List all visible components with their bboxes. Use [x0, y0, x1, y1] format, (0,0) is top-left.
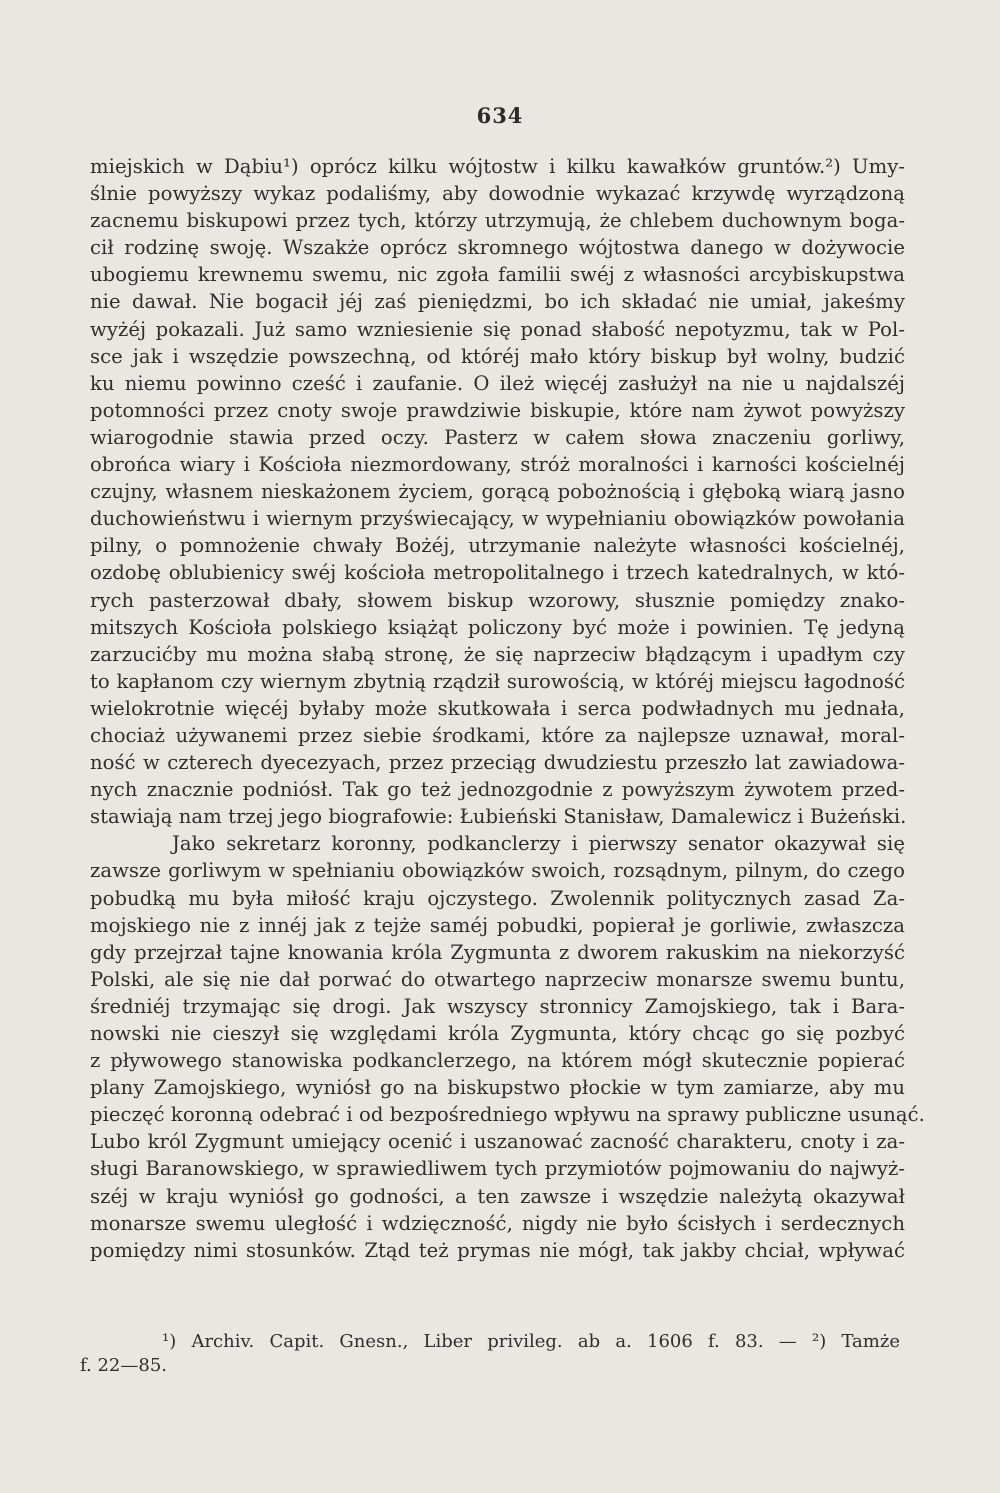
text-line: wyżéj pokazali. Już samo wzniesienie się ponad słabość nepotyzmu, tak w Pol- [90, 317, 905, 341]
text-line: pieczęć koronną odebrać i od bezpośredniego wpływu na sprawy publiczne usunąć. [90, 1103, 925, 1127]
text-line: duchowieństwu i wiernym przyświecający, w wypełnianiu obowiązków powołania [90, 507, 905, 531]
page-number: 634 [476, 103, 524, 128]
text-line: Lubo król Zygmunt umiejący ocenić i uszanować zacność charakteru, cnoty i za- [90, 1130, 905, 1154]
text-line: zacnemu biskupowi przez tych, którzy utrzymują, że chlebem duchownym boga- [90, 209, 905, 233]
text-line: wielokrotnie więcéj byłaby może skutkowała i serca podwładnych mu jednała, [90, 696, 905, 720]
text-line: średniéj trzymając się drogi. Jak wszyscy stronnicy Zamojskiego, tak i Bara- [90, 994, 905, 1018]
text-line: zawsze gorliwym w spełnianiu obowiązków swoich, rozsądnym, pilnym, do czego [90, 859, 905, 883]
text-line: sce jak i wszędzie powszechną, od któréj mało który biskup był wolny, budzić [90, 344, 905, 368]
text-line: chociaż używanemi przez siebie środkami, które za najlepsze uznawał, moral- [90, 723, 905, 747]
body-text [90, 153, 925, 1264]
text-line: Polski, ale się nie dał porwać do otwartego naprzeciw monarsze swemu buntu, [90, 967, 905, 991]
text-line-paragraph-start: Jako sekretarz koronny, podkanclerzy i pierwszy senator okazywał się [172, 832, 905, 856]
text-line: ubogiemu krewnemu swemu, nic zgoła familii swéj z własności arcybiskupstwa [90, 263, 905, 287]
text-line: gdy przejrzał tajne knowania króla Zygmunta z dworem rakuskim na niekorzyść [90, 940, 905, 964]
footnotes [80, 1330, 900, 1378]
text-line: cił rodzinę swoję. Wszakże oprócz skromnego wójtostwa danego w dożywocie [90, 236, 905, 260]
text-line: mojskiego nie z innéj jak z tejże saméj pobudki, popierał je gorliwie, zwłaszcza [90, 913, 905, 937]
text-line: wiarogodnie stawia przed oczy. Pasterz w całem słowa znaczeniu gorliwy, [90, 425, 905, 449]
text-line: sługi Baranowskiego, w sprawiedliwem tych przymiotów pojmowaniu do najwyż- [90, 1157, 905, 1181]
text-line: pomiędzy nimi stosunków. Ztąd też prymas nie mógł, tak jakby chciał, wpływać [90, 1238, 905, 1262]
text-line: ność w czterech dyecezyach, przez przeciąg dwudziestu przeszło lat zawiadowa- [90, 751, 905, 775]
text-line: pilny, o pomnożenie chwały Bożéj, utrzymanie należyte własności kościelnéj, [90, 534, 905, 558]
text-line: ślnie powyższy wykaz podaliśmy, aby dowodnie wykazać krzywdę wyrządzoną [90, 182, 905, 206]
text-line: ku niemu powinno cześć i zaufanie. O ileż więcéj zasłużył na nie u najdalszéj [90, 371, 905, 395]
text-line: zarzucićby mu można słabą stronę, że się naprzeciw błądzącym i upadłym czy [90, 642, 905, 666]
text-line: obrońca wiary i Kościoła niezmordowany, stróż moralności i karności kościelnéj [90, 453, 905, 477]
footnote-line: ¹) Archiv. Capit. Gnesn., Liber privileg. ab a. 1606 f. 83. — ²) Tamże [162, 1331, 900, 1352]
text-line: mitszych Kościoła polskiego książąt policzony być może i powinien. Tę jedyną [90, 615, 905, 639]
text-line: to kapłanom czy wiernym zbytnią rządził surowością, w któréj miejscu łagodność [90, 669, 905, 693]
text-line: ozdobę oblubienicy swéj kościoła metropolitalnego i trzech katedralnych, w któ- [90, 561, 905, 585]
text-line: monarsze swemu uległość i wdzięczność, nigdy nie było ścisłych i serdecznych [90, 1211, 905, 1235]
text-line: czujny, własnem nieskażonem życiem, gorącą pobożnością i głęboką wiarą jasno [90, 480, 905, 504]
text-line: pobudką mu była miłość kraju ojczystego. Zwolennik politycznych zasad Za- [90, 886, 905, 910]
footnote-line: f. 22—85. [80, 1355, 167, 1376]
text-line: plany Zamojskiego, wyniósł go na biskupstwo płockie w tym zamiarze, aby mu [90, 1076, 905, 1100]
text-line: széj w kraju wyniósł go godności, a ten zawsze i wszędzie należytą okazywał [90, 1184, 905, 1208]
text-line: nych znacznie podniósł. Tak go też jednozgodnie z powyższym żywotem przed- [90, 778, 905, 802]
text-line: nowski nie cieszył się względami króla Zygmunta, który chcąc go się pozbyć [90, 1022, 905, 1045]
text-line: z pływowego stanowiska podkanclerzego, na którem mógł skutecznie popierać [90, 1049, 905, 1073]
text-line: stawiają nam trzej jego biografowie: Łubieński Stanisław, Damalewicz i Bużeński. [90, 805, 907, 829]
text-line: miejskich w Dąbiu¹) oprócz kilku wójtostw i kilku kawałków gruntów.²) Umy- [90, 155, 905, 178]
text-line: rych pasterzował dbały, słowem biskup wzorowy, słusznie pomiędzy znako- [90, 588, 905, 612]
text-line: nie dawał. Nie bogacił jéj zaś pieniędzmi, bo ich składać nie umiał, jakeśmy [90, 290, 905, 314]
text-line: potomności przez cnoty swoje prawdziwie biskupie, które nam żywot powyższy [90, 398, 905, 422]
